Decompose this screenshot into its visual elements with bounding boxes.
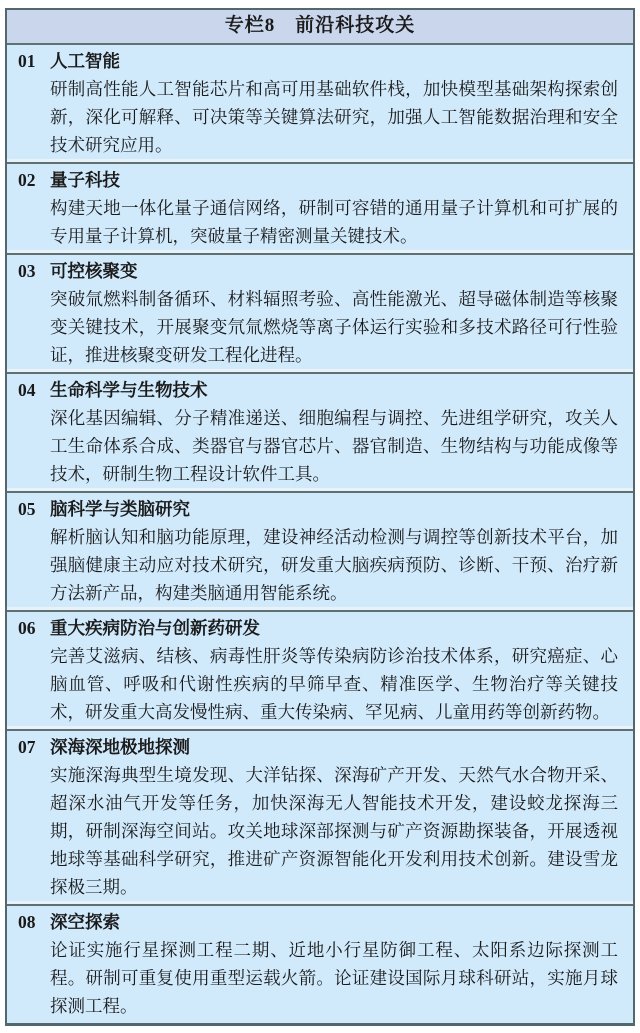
section-number: 04 bbox=[18, 380, 36, 400]
section-heading bbox=[18, 166, 618, 194]
section-deep-space-exploration bbox=[7, 904, 633, 1023]
section-number: 02 bbox=[18, 170, 36, 190]
section-heading bbox=[18, 733, 618, 761]
section-description: 构建天地一体化量子通信网络，研制可容错的通用量子计算机和可扩展的专用量子计算机，突破量子精密测量关键技术。 bbox=[50, 198, 618, 246]
section-title: 可控核聚变 bbox=[50, 261, 138, 281]
section-description: 研制高性能人工智能芯片和高可用基础软件栈，加快模型基础架构探索创新，深化可解释、可决策等关键算法研究，加强人工智能数据治理和安全技术研究应用。 bbox=[50, 79, 618, 155]
section-disease-prevention-drugs bbox=[7, 610, 633, 729]
section-description: 完善艾滋病、结核、病毒性肝炎等传染病防诊治技术体系，研究癌症、心脑血管、呼吸和代谢性疾病的早筛早查、精准医学、生物治疗等关键技术，研发重大高发慢性病、重大传染病、罕见病、儿童用药等创新药物。 bbox=[50, 646, 618, 722]
section-heading bbox=[18, 495, 618, 523]
section-number: 03 bbox=[18, 261, 36, 281]
section-heading bbox=[18, 47, 618, 75]
section-heading bbox=[18, 908, 618, 936]
section-number: 01 bbox=[18, 51, 36, 71]
section-heading bbox=[18, 257, 618, 285]
panel-body bbox=[7, 45, 633, 1023]
section-heading bbox=[18, 376, 618, 404]
featured-column-panel bbox=[5, 8, 635, 1026]
section-controlled-fusion bbox=[7, 253, 633, 372]
section-heading bbox=[18, 614, 618, 642]
section-title: 人工智能 bbox=[50, 51, 120, 71]
section-brain-science bbox=[7, 491, 633, 610]
section-title: 深空探索 bbox=[50, 912, 120, 932]
section-number: 05 bbox=[18, 499, 36, 519]
section-description: 解析脑认知和脑功能原理，建设神经活动检测与调控等创新技术平台，加强脑健康主动应对技术研究，研发重大脑疾病预防、诊断、干预、治疗新方法新产品，构建类脑通用智能系统。 bbox=[50, 527, 618, 603]
section-artificial-intelligence bbox=[7, 45, 633, 162]
section-title: 量子科技 bbox=[50, 170, 120, 190]
section-description: 论证实施行星探测工程二期、近地小行星防御工程、太阳系边际探测工程。研制可重复使用重型运载火箭。论证建设国际月球科研站，实施月球探测工程。 bbox=[50, 940, 618, 1016]
section-number: 07 bbox=[18, 737, 36, 757]
section-number: 08 bbox=[18, 912, 36, 932]
section-title: 深海深地极地探测 bbox=[50, 737, 190, 757]
section-description: 深化基因编辑、分子精准递送、细胞编程与调控、先进组学研究，攻关人工生命体系合成、类器官与器官芯片、器官制造、生物结构与功能成像等技术，研制生物工程设计软件工具。 bbox=[50, 408, 618, 484]
section-title: 重大疾病防治与创新药研发 bbox=[50, 618, 260, 638]
section-life-science-biotech bbox=[7, 372, 633, 491]
section-title: 生命科学与生物技术 bbox=[50, 380, 208, 400]
section-description: 实施深海典型生境发现、大洋钻探、深海矿产开发、天然气水合物开采、超深水油气开发等任务，加快深海无人智能技术开发，建设蛟龙探海三期，研制深海空间站。攻关地球深部探测与矿产资源勘探装备，开展透视地球等基础科学研究，推进矿产资源智能化开发利用技术创新。建设雪龙探极三期。 bbox=[50, 765, 618, 897]
section-quantum-technology bbox=[7, 162, 633, 253]
section-description: 突破氚燃料制备循环、材料辐照考验、高性能激光、超导磁体制造等核聚变关键技术，开展聚变氘氚燃烧等离子体运行实验和多技术路径可行性验证，推进核聚变研发工程化进程。 bbox=[50, 289, 618, 365]
section-number: 06 bbox=[18, 618, 36, 638]
section-deep-sea-earth-polar bbox=[7, 729, 633, 904]
panel-title: 专栏8 前沿科技攻关 bbox=[7, 10, 633, 45]
section-title: 脑科学与类脑研究 bbox=[50, 499, 190, 519]
